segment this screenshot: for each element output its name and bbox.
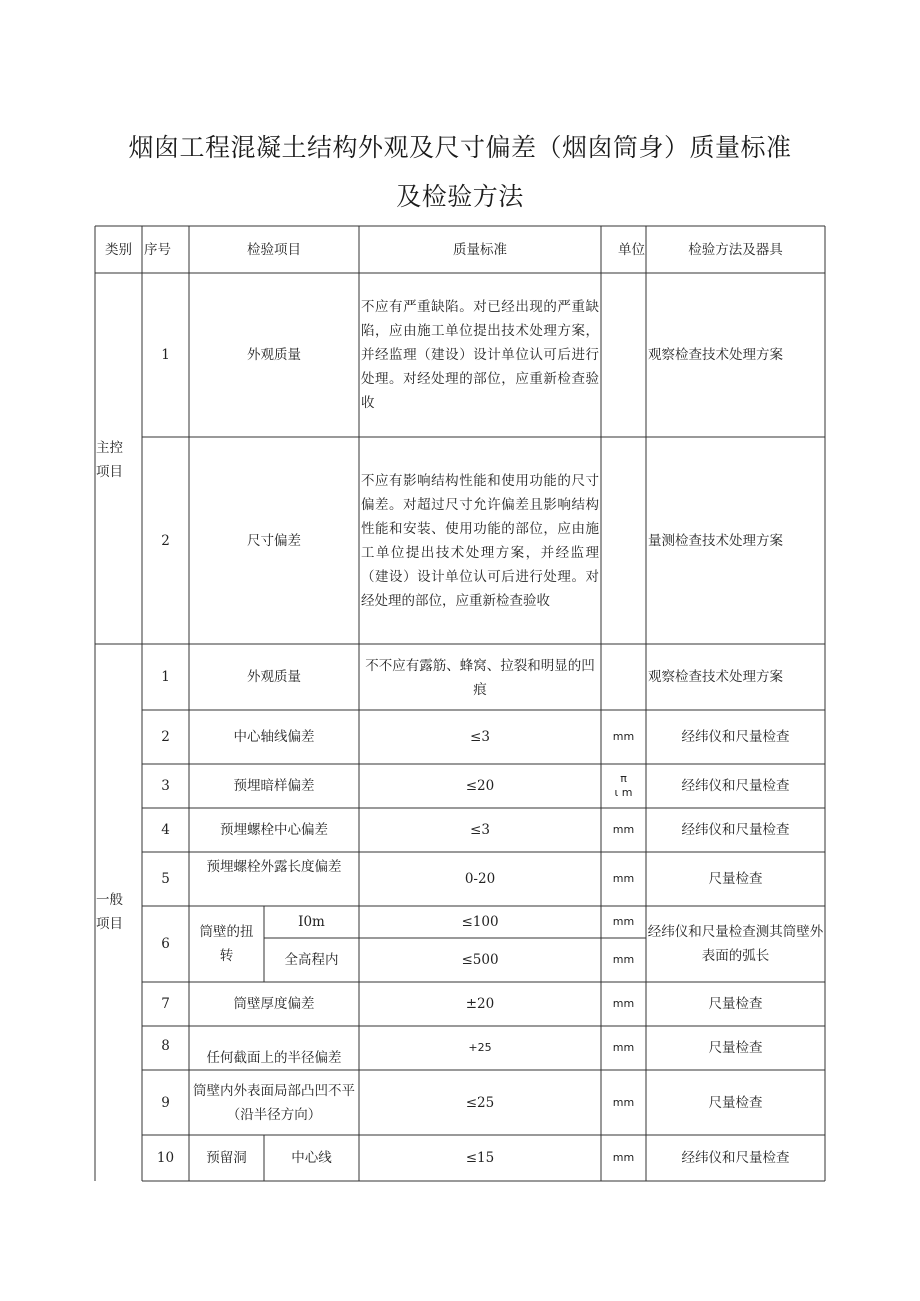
- general-row-5-item: 预埋螺栓外露长度偏差: [206, 859, 342, 875]
- general-row-7-seq: 7: [161, 996, 170, 1012]
- general-row-7-unit: mm: [612, 997, 635, 1010]
- general-row-2-seq: 2: [161, 729, 170, 745]
- general-row-4-standard: ≤3: [470, 822, 490, 838]
- general-row-4-seq: 4: [161, 822, 170, 838]
- general-row-2-standard: ≤3: [470, 729, 490, 745]
- main-row-1-item: 外观质量: [247, 347, 301, 363]
- document-title-line-2: 及检验方法: [396, 182, 524, 211]
- general-row-1-standard: 不不应有露筋、蜂窝、拉裂和明显的凹痕: [365, 658, 595, 698]
- general-row-8-standard: +25: [468, 1041, 492, 1054]
- general-row-3-seq: 3: [161, 778, 170, 794]
- general-row-8-item: 任何截面上的半径偏差: [206, 1050, 342, 1066]
- general-row-4-item: 预埋螺栓中心偏差: [220, 822, 328, 838]
- general-row-5-seq: 5: [161, 871, 170, 887]
- general-row-9-item: 筒壁内外表面局部凸凹不平（沿半径方向）: [193, 1082, 355, 1123]
- general-row-6-sub-2-standard: ≤500: [461, 952, 499, 968]
- general-row-7-standard: ±20: [465, 996, 495, 1012]
- general-row-2-unit: mm: [612, 730, 635, 743]
- general-row-3-standard: ≤20: [465, 778, 495, 794]
- general-row-9-unit: mm: [612, 1095, 635, 1109]
- header-method: 检验方法及器具: [688, 241, 783, 258]
- header-category: 类别: [105, 241, 132, 258]
- header-standard: 质量标准: [453, 241, 507, 258]
- general-row-7-item: 筒壁厚度偏差: [233, 996, 315, 1012]
- general-row-6-sub-1-standard: ≤100: [461, 914, 499, 930]
- general-row-6-sub-1-unit: mm: [612, 915, 635, 928]
- main-row-1-method: 观察检查技术处理方案: [648, 347, 783, 363]
- general-row-10-seq: 10: [156, 1150, 175, 1166]
- main-row-2-unit: [601, 437, 646, 644]
- general-row-6-seq: 6: [161, 936, 170, 952]
- general-row-9-method: 尺量检查: [708, 1094, 763, 1111]
- general-row-6-sub-2-unit: mm: [612, 953, 635, 966]
- general-row-10-sub-label: 中心线: [291, 1150, 332, 1166]
- main-row-1-standard: 不应有严重缺陷。对已经出现的严重缺陷，应由施工单位提出技术处理方案，并经监理（建设）设计单位认可后进行处理。对经处理的部位，应重新检查验收: [361, 299, 599, 411]
- general-row-4-unit: mm: [612, 823, 635, 836]
- general-row-3-item: 预埋暗样偏差: [233, 778, 315, 794]
- general-row-5-unit: mm: [612, 872, 635, 885]
- general-row-10-unit: mm: [612, 1151, 635, 1164]
- general-row-6-item: 筒壁的扭 转: [199, 924, 254, 964]
- main-row-1-seq: 1: [161, 347, 170, 363]
- header-item: 检验项目: [247, 241, 301, 258]
- general-row-6-sub-1-label: I0m: [298, 914, 325, 930]
- general-row-1-item: 外观质量: [247, 669, 301, 685]
- category-main-control: 主控 项目: [96, 440, 123, 480]
- general-row-8-unit: mm: [612, 1041, 635, 1054]
- general-row-9-seq: 9: [161, 1094, 170, 1111]
- main-row-2-standard: 不应有影响结构性能和使用功能的尺寸偏差。对超过尺寸允许偏差且影响结构性能和安装、使用功能的部位，应由施工单位提出技术处理方案，并经监理（建设）设计单位认可后进行处理。对经处理的部位，应重新检查验收: [361, 472, 599, 609]
- general-row-8-seq: 8: [161, 1038, 170, 1054]
- main-row-2-seq: 2: [161, 532, 170, 549]
- general-row-2-method: 经纬仪和尺量检查: [681, 729, 790, 745]
- header-seq: 序号: [144, 241, 171, 258]
- general-row-3-unit: π ι m: [614, 772, 633, 799]
- general-row-10-item: 预留洞: [206, 1150, 247, 1166]
- general-row-2-item: 中心轴线偏差: [233, 729, 315, 745]
- general-row-4-method: 经纬仪和尺量检查: [681, 822, 790, 838]
- category-general: 一般 项目: [96, 892, 123, 932]
- document-title-line-1: 烟囱工程混凝土结构外观及尺寸偏差（烟囱筒身）质量标准: [128, 133, 792, 162]
- general-row-7-method: 尺量检查: [708, 996, 763, 1012]
- general-row-10-method: 经纬仪和尺量检查: [681, 1150, 790, 1166]
- header-unit: 单位: [618, 241, 645, 258]
- general-row-9-standard: ≤25: [465, 1094, 495, 1111]
- general-row-1-seq: 1: [161, 669, 170, 685]
- main-row-2-item: 尺寸偏差: [247, 532, 301, 549]
- general-row-3-method: 经纬仪和尺量检查: [681, 778, 790, 794]
- general-row-5-standard: 0-20: [464, 871, 496, 887]
- main-row-2-method: 量测检查技术处理方案: [648, 532, 783, 549]
- general-row-5-method: 尺量检查: [708, 871, 763, 887]
- general-row-1-unit: [601, 644, 646, 710]
- general-row-1-method: 观察检查技术处理方案: [648, 669, 783, 685]
- general-row-8-method: 尺量检查: [708, 1040, 763, 1056]
- main-row-1-unit: [601, 273, 646, 437]
- general-row-6-sub-2-label: 全高程内: [284, 952, 339, 968]
- general-row-10-standard: ≤15: [465, 1150, 495, 1166]
- general-row-6-method: 经纬仪和尺量检查测其筒壁外表面的弧长: [647, 924, 824, 964]
